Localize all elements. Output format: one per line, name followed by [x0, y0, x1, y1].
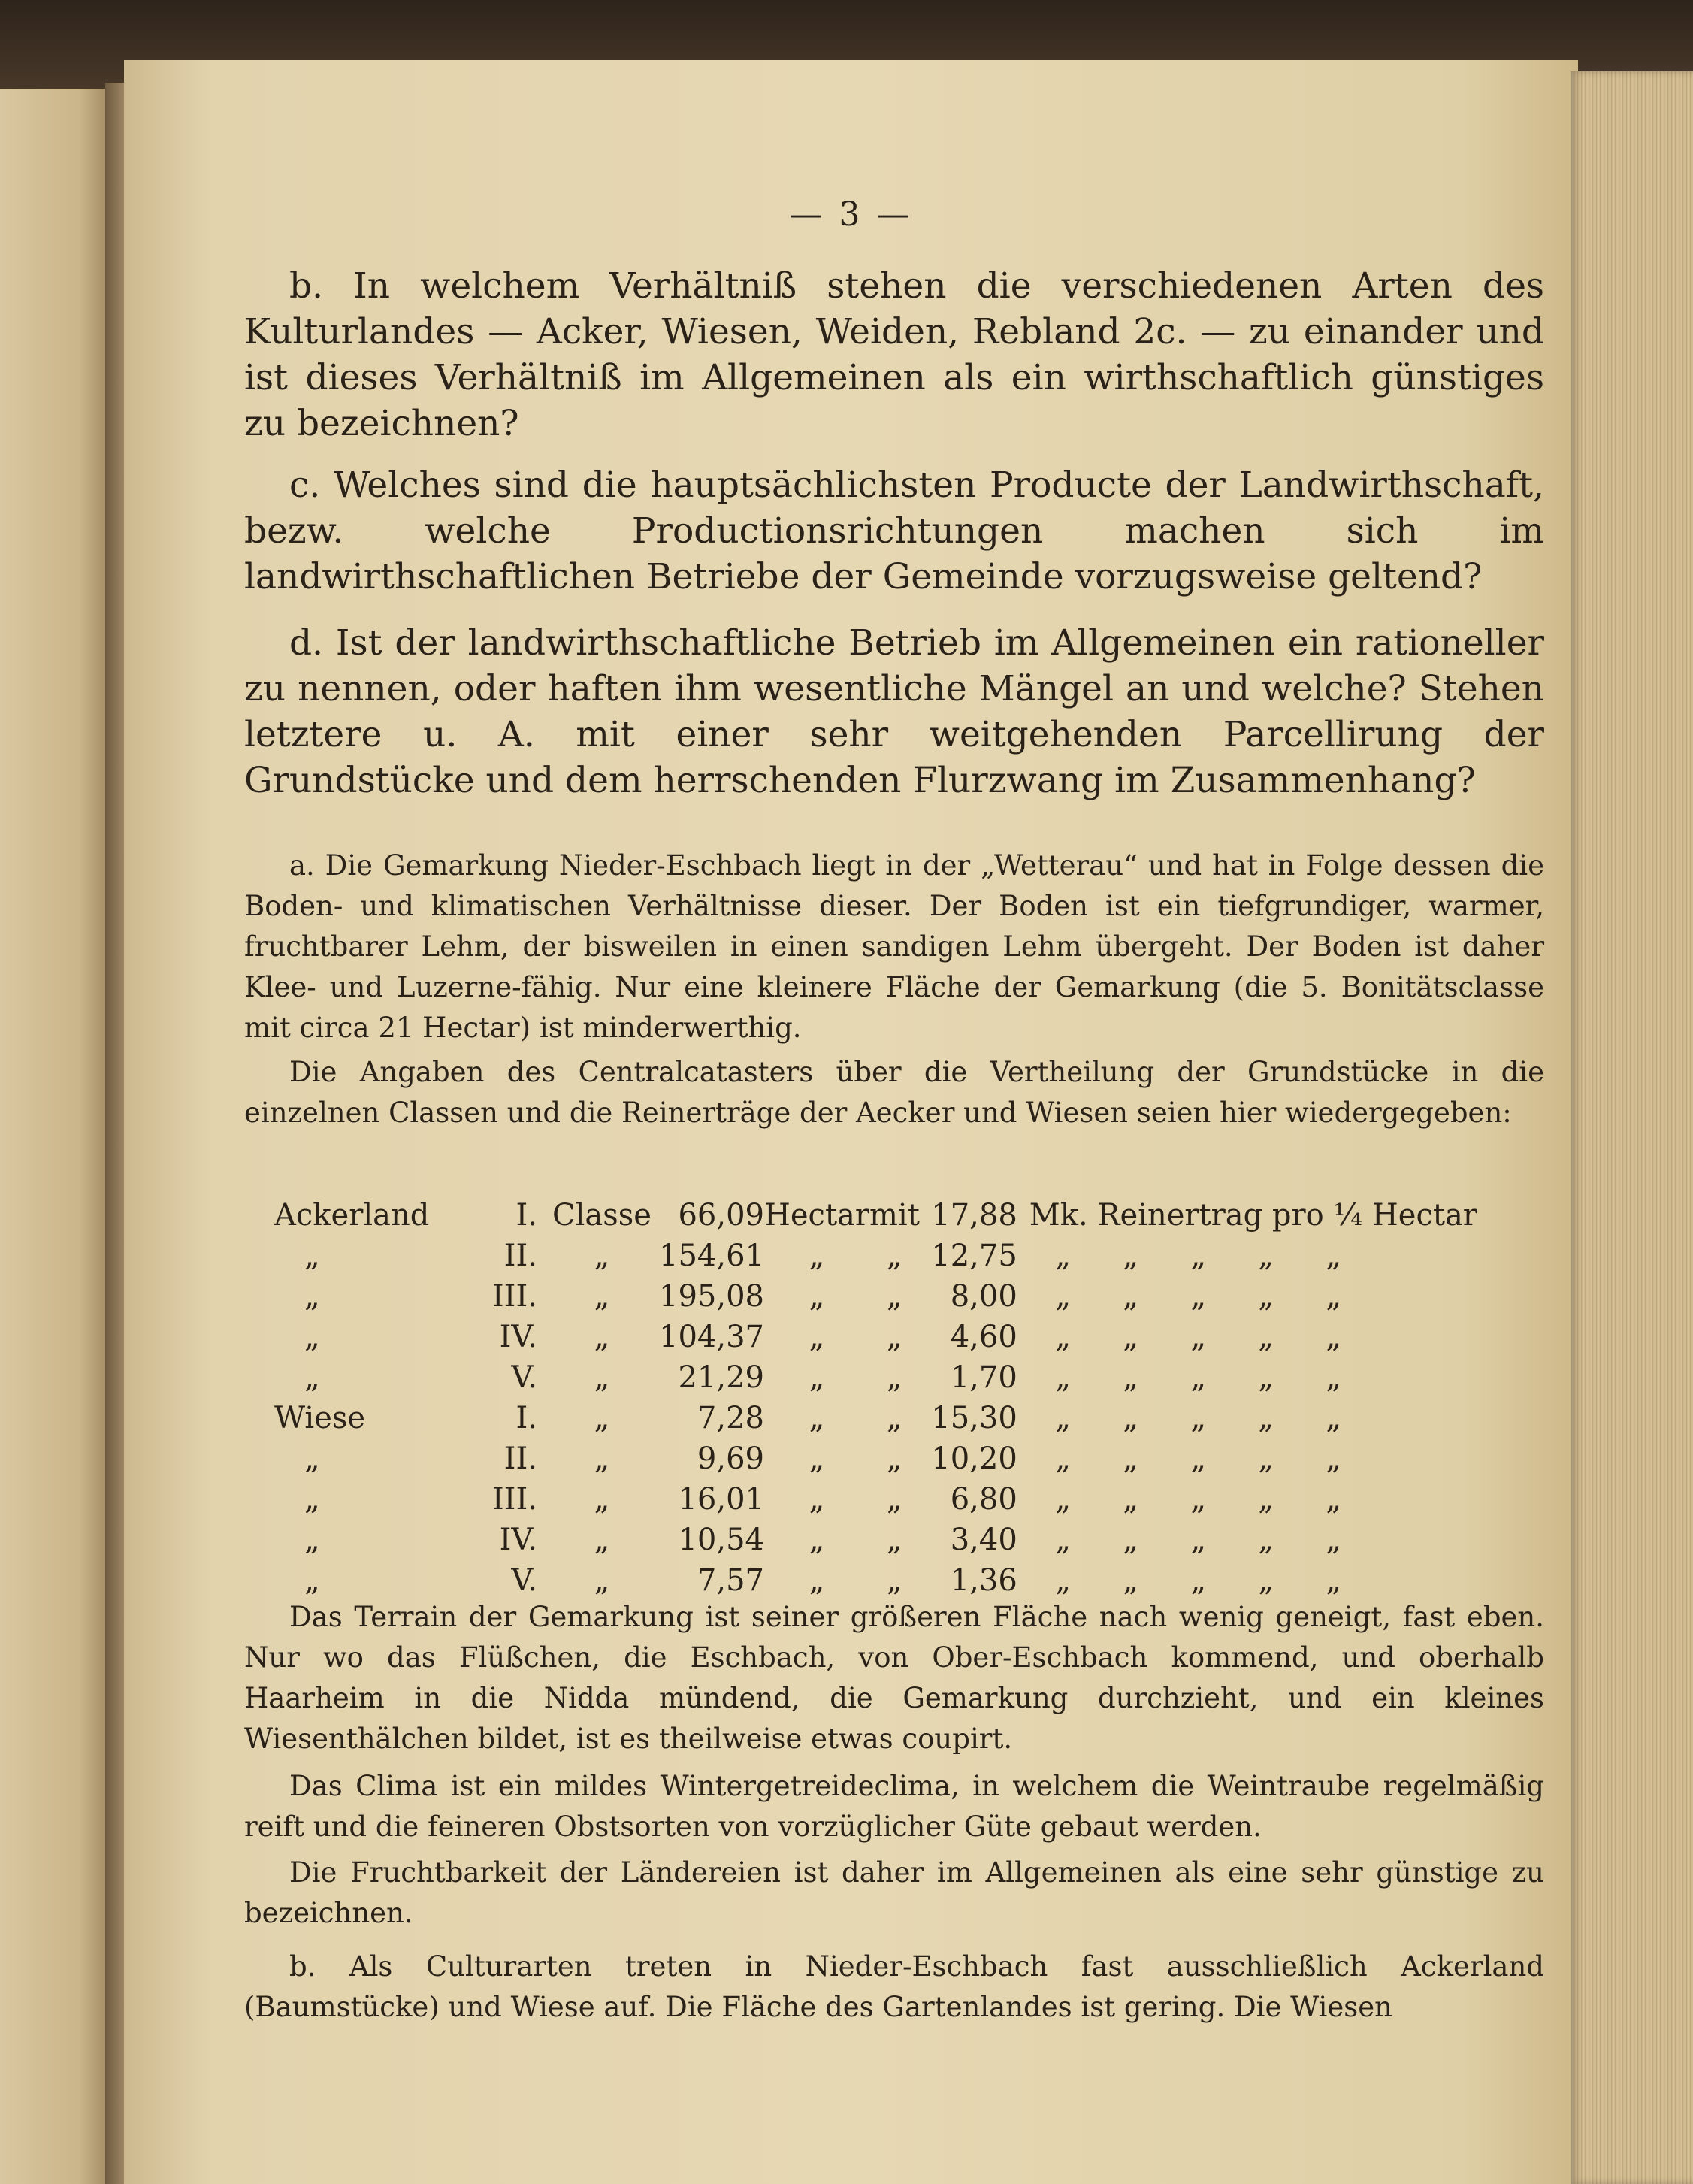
question-d: d. Ist der landwirthschaftliche Betrieb im Allgemeinen ein rationeller zu nennen, oder haften ihm wesentliche Mängel an und welche? Stehen letztere u. A. mit einer sehr weitgehenden Parcellirung der Grundstücke und dem herrschenden Flurzwang im Zusammenhang? [244, 622, 1544, 801]
table-row [274, 1357, 1552, 1398]
cell-ditto-marks: „ „ „ „ „ [1055, 1523, 1342, 1557]
cell-ditto: „ [809, 1523, 825, 1557]
cell-ditto-marks: „ „ „ „ „ [1055, 1563, 1342, 1598]
cell-land: „ [304, 1523, 320, 1557]
cell-class: I. [515, 1198, 537, 1233]
cell-ditto-marks: „ „ „ „ „ [1055, 1360, 1342, 1395]
cell-area: 104,37 [659, 1320, 764, 1354]
cell-ditto-marks: „ „ „ „ „ [1055, 1279, 1342, 1314]
cell-area: 9,69 [697, 1441, 764, 1476]
cell-ditto: „ [809, 1563, 825, 1598]
cell-ditto: „ [887, 1523, 902, 1557]
left-page-edge [0, 89, 113, 2184]
table-row [274, 1317, 1552, 1357]
question-c: c. Welches sind die hauptsächlichsten Producte der Landwirthschaft, bezw. welche Productionsrichtungen machen sich im landwirthschaftlichen Betriebe der Gemeinde vorzugsweise geltend? [244, 464, 1544, 597]
cell-land: Wiese [274, 1401, 366, 1435]
cell-area: 154,61 [659, 1239, 764, 1273]
cell-class: IV. [499, 1523, 537, 1557]
cell-ditto: „ [809, 1482, 825, 1517]
cell-class: III. [491, 1279, 537, 1314]
answer-a-paragraph-4: Das Clima ist ein mildes Wintergetreideclima, in welchem die Weintraube regelmäßig reift und die feineren Obstsorten von vorzüglicher Güte gebaut werden. [244, 1770, 1544, 1843]
cell-area: 66,09 [678, 1198, 764, 1233]
answer-a-paragraph-3: Das Terrain der Gemarkung ist seiner größeren Fläche nach wenig geneigt, fast eben. Nur wo das Flüßchen, die Eschbach, von Ober-Eschbach kommend, und oberhalb Haarheim in die Nidda mündend, die Gemarkung durchzieht, und ein kleines Wiesenthälchen bildet, ist es theilweise etwas coupirt. [244, 1601, 1544, 1755]
table-row [274, 1479, 1552, 1520]
page-content [124, 60, 1578, 2184]
cell-unit: „ [594, 1401, 610, 1435]
answer-a-paragraph-5: Die Fruchtbarkeit der Ländereien ist daher im Allgemeinen als eine sehr günstige zu bezeichnen. [244, 1856, 1544, 1929]
cell-land: „ [304, 1279, 320, 1314]
cell-ditto: „ [887, 1279, 902, 1314]
cell-area: 195,08 [659, 1279, 764, 1314]
cell-mit: mit [869, 1198, 920, 1233]
cell-unit: „ [594, 1482, 610, 1517]
cell-area: 21,29 [678, 1360, 764, 1395]
cell-ditto: „ [887, 1441, 902, 1476]
cell-ditto: „ [887, 1563, 902, 1598]
cell-ditto: „ [887, 1482, 902, 1517]
cell-area: 7,57 [697, 1563, 764, 1598]
cell-ditto: „ [887, 1320, 902, 1354]
table-row [274, 1276, 1552, 1317]
cell-land: „ [304, 1239, 320, 1273]
land-class-table [274, 1195, 1552, 1601]
cell-land: „ [304, 1320, 320, 1354]
cell-unit: „ [594, 1239, 610, 1273]
cell-class: V. [511, 1360, 537, 1395]
cell-area: 7,28 [697, 1401, 764, 1435]
cell-yield: 1,36 [950, 1563, 1017, 1598]
cell-unit: „ [594, 1320, 610, 1354]
table-row [274, 1560, 1552, 1601]
answer-a-paragraph-1: a. Die Gemarkung Nieder-Eschbach liegt in der „Wetterau“ und hat in Folge dessen die Boden- und klimatischen Verhältnisse dieser. Der Boden ist ein tiefgrundiger, warmer, fruchtbarer Lehm, der bisweilen in einen sandigen Lehm übergeht. Der Boden ist daher Klee- und Luzerne-fähig. Nur eine kleinere Fläche der Gemarkung (die 5. Bonitätsclasse mit circa 21 Hectar) ist minderwerthig. [244, 849, 1544, 1044]
table-row [274, 1398, 1552, 1438]
cell-ditto: „ [809, 1401, 825, 1435]
question-b: b. In welchem Verhältniß stehen die verschiedenen Arten des Kulturlandes — Acker, Wiesen, Weiden, Rebland 2c. — zu einander und ist dieses Verhältniß im Allgemeinen als ein wirthschaftlich günstiges zu bezeichnen? [244, 265, 1544, 444]
cell-class: V. [511, 1563, 537, 1598]
cell-ditto-marks: „ „ „ „ „ [1055, 1320, 1342, 1354]
cell-yield: 8,00 [950, 1279, 1017, 1314]
cell-ditto: „ [809, 1320, 825, 1354]
cell-ditto: „ [809, 1360, 825, 1395]
page-number: — 3 — [789, 195, 913, 234]
cell-yield: 12,75 [931, 1239, 1017, 1273]
cell-land: „ [304, 1441, 320, 1476]
cell-land: Ackerland [274, 1198, 430, 1233]
cell-land: „ [304, 1563, 320, 1598]
cell-ditto: „ [809, 1279, 825, 1314]
cell-land: „ [304, 1482, 320, 1517]
cell-ditto-marks: „ „ „ „ „ [1055, 1239, 1342, 1273]
cell-yield: 6,80 [950, 1482, 1017, 1517]
cell-yield-unit: Mk. Reinertrag pro ¼ Hectar [1029, 1198, 1477, 1233]
cell-yield: 1,70 [950, 1360, 1017, 1395]
answer-a-paragraph-2: Die Angaben des Centralcatasters über die Vertheilung der Grundstücke in die einzelnen Classen und die Reinerträge der Aecker und Wiesen seien hier wiedergegeben: [244, 1056, 1544, 1129]
page-stack-edges [1571, 71, 1693, 2184]
answer-b-paragraph-1: b. Als Culturarten treten in Nieder-Eschbach fast ausschließlich Ackerland (Baumstücke) und Wiese auf. Die Fläche des Gartenlandes ist gering. Die Wiesen [244, 1950, 1544, 2023]
cell-ditto-marks: „ „ „ „ „ [1055, 1482, 1342, 1517]
cell-ditto-marks: „ „ „ „ „ [1055, 1441, 1342, 1476]
cell-unit: „ [594, 1441, 610, 1476]
cell-yield: 17,88 [931, 1198, 1017, 1233]
table-header-row [274, 1195, 1552, 1236]
cell-unit: „ [594, 1523, 610, 1557]
cell-unit: Classe [552, 1198, 652, 1233]
cell-area: 16,01 [678, 1482, 764, 1517]
cell-ditto: „ [809, 1441, 825, 1476]
cell-unit: „ [594, 1279, 610, 1314]
table-row [274, 1438, 1552, 1479]
cell-class: II. [503, 1239, 537, 1273]
cell-class: IV. [499, 1320, 537, 1354]
cell-ditto: „ [809, 1239, 825, 1273]
table-row [274, 1520, 1552, 1560]
cell-class: II. [503, 1441, 537, 1476]
table-row [274, 1236, 1552, 1276]
cell-area-unit: Hectar [763, 1198, 869, 1233]
cell-class: I. [515, 1401, 537, 1435]
cell-yield: 15,30 [931, 1401, 1017, 1435]
cell-unit: „ [594, 1360, 610, 1395]
cell-yield: 4,60 [950, 1320, 1017, 1354]
cell-yield: 10,20 [931, 1441, 1017, 1476]
cell-ditto: „ [887, 1360, 902, 1395]
cell-land: „ [304, 1360, 320, 1395]
cell-area: 10,54 [678, 1523, 764, 1557]
cell-unit: „ [594, 1563, 610, 1598]
cell-ditto-marks: „ „ „ „ „ [1055, 1401, 1342, 1435]
cell-class: III. [491, 1482, 537, 1517]
cell-ditto: „ [887, 1239, 902, 1273]
cell-yield: 3,40 [950, 1523, 1017, 1557]
cell-ditto: „ [887, 1401, 902, 1435]
